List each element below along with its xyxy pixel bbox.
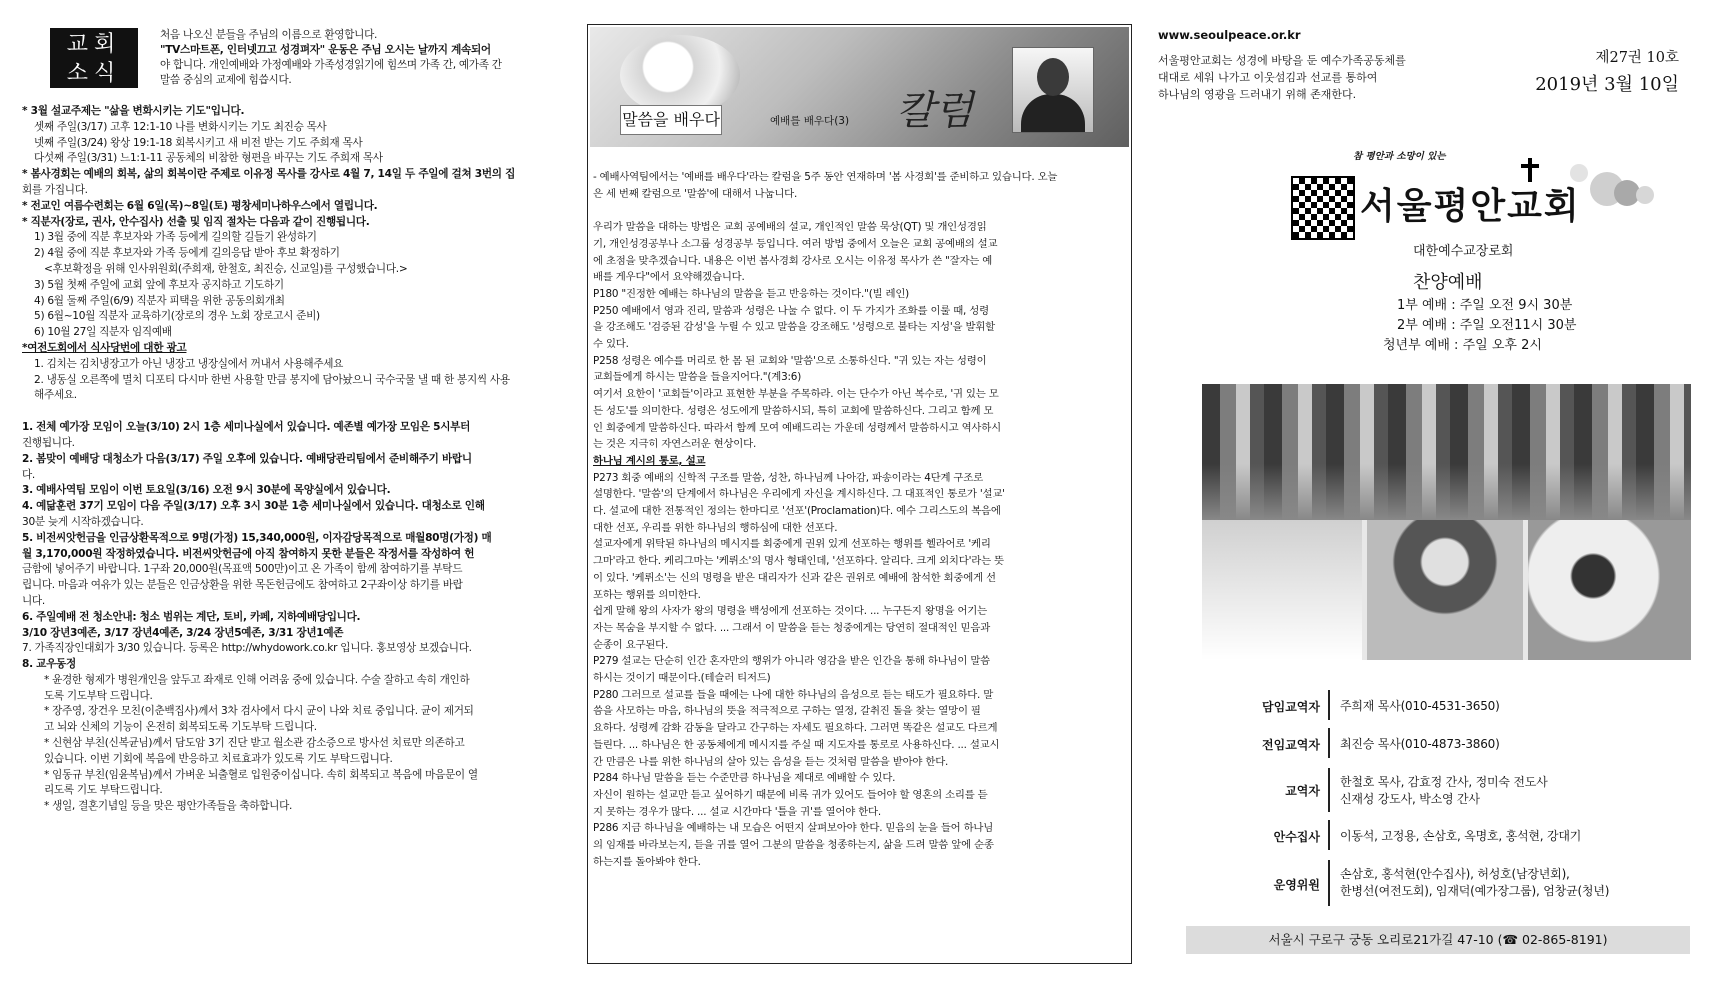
article-line: 을 강조해도 '검증된 감성'을 누릴 수 있고 말씀을 강조해도 '성령으로 불타는 지성'을 발휘할 [593,321,996,334]
article-line: 간 만큼은 나를 위한 하나님의 살아 있는 음성을 듣는 것처럼 말씀을 받아야 한다. [593,755,949,768]
announcement-line: 4) 6월 둘째 주일(6/9) 직분자 피택을 위한 공동의회개최 [34,294,285,307]
announcement-line: 월 3,170,000원 작정하였습니다. 비전씨앗헌금에 아직 참여하지 못한 분들은 작정서를 작성하여 헌 [22,547,475,560]
announcement-line: 8. 교우동정 [22,658,76,671]
article-line: P258 성령은 예수를 머리로 한 몸 된 교회와 '말씀'으로 소통하신다. "귀 있는 자는 성령이 [593,354,987,367]
article-line: P284 하나님 말씀을 듣는 수준만큼 하나님을 제대로 예배할 수 있다. [593,772,896,785]
article-line: P280 그러므로 설교를 들을 때에는 나에 대한 하나님의 음성으로 듣는 태도가 필요하다. 말 [593,688,994,701]
staff-row [1202,728,1691,762]
article-line: 씀을 사모하는 마음, 하나님의 뜻을 적극적으로 구하는 열정, 갈취진 돌을 찾는 열망이 필 [593,705,981,718]
announcement-line: 금함에 넣어주기 바랍니다. 1구좌 20,000원(목표액 500만)이고 온 가족이 함께 참여하기를 부탁드 [22,563,463,576]
article-line: P286 지금 하나님을 예배하는 내 모습은 어떤지 살펴보아야 한다. 믿음의 눈을 들어 하나님 [593,822,994,835]
church-website-link[interactable]: www.seoulpeace.or.kr [1158,28,1301,42]
article-line: 들린다. ... 하나님은 한 공동체에게 메시지를 주실 때 지도자를 통로로 사용하신다. ... 설교시 [593,738,1000,751]
coffee-cup-image [620,35,740,115]
announcement-line [22,404,562,420]
article-frame [587,24,1132,964]
author-portrait [1012,47,1094,133]
announcement-line: 고 뇌와 신체의 기능이 온전히 회복되도록 기도부탁 드립니다. [44,721,317,734]
intro-line: 말씀 중심의 교제에 힘씁시다. [160,74,292,86]
church-slogan: 참 평안과 소망이 있는 [1353,151,1446,162]
column-series-label: 말씀을 배우다 [620,105,722,135]
staff-row [1202,768,1691,816]
announcement-line: 1. 전체 예가장 모임이 오늘(3/10) 2시 1층 세미나실에서 있습니다. 예존별 예가장 모임은 5시부터 [22,421,470,434]
article-line: 쉽게 말해 왕의 사자가 왕의 명령을 백성에게 선포하는 것이다. ... 누구든지 왕명을 어기는 [593,605,987,618]
announcement-line: * 윤경한 형제가 병원개인을 앞두고 좌재로 인해 어려움 중에 있습니다. 수술 잘하고 속히 개인하 [44,673,470,686]
announcement-line: <후보확정을 위해 인사위원회(주희재, 한철호, 최진승, 신교일)를 구성했습니다.> [44,262,408,275]
article-body [593,169,1128,871]
church-news-badge: 교회 소식 [50,28,138,88]
article-line: 기, 개인성경공부나 소그룹 성경공부 등입니다. 여러 방법 중에서 오늘은 교회 공예배의 설교 [593,237,998,250]
article-line: 설명한다. '말씀'의 단계에서 하나님은 우리에게 자신을 계시하신다. 그 대표적인 통로가 '설교' [593,488,1005,501]
article-line: - 예배사역팀에서는 '예배를 배우다'라는 칼럼을 5주 동안 연재하며 '봄 사경회'를 준비하고 있습니다. 오늘 [593,171,1058,183]
intro-line: 처음 나오신 분들을 주님의 이름으로 환영합니다. [160,29,378,41]
announcement-line: 2) 4월 중에 직분 후보자와 가족 등에게 길의응답 받아 후보 확정하기 [34,247,340,260]
issue-number: 제27권 10호 [1595,50,1679,66]
article-line: 에 초점을 맞추겠습니다. 내용은 이번 봄사경회 강사로 오시는 이유정 목사가 쓴 "잘자는 예 [593,254,993,267]
welcome-intro [160,28,560,88]
announcement-line: 5) 6월~10월 직분자 교육하기(장로의 경우 노회 장로고시 준비) [34,310,320,323]
service-time: 1부 예배 : 주일 오전 9시 30분 [1397,298,1573,313]
article-line: 여기서 요한이 '교회들'이라고 표현한 부분을 주목하라. 이는 단수가 아닌 복수로, '귀 있는 모 [593,388,999,401]
article-line: 은 세 번째 칼럼으로 '말씀'에 대해서 나눕니다. [593,187,798,200]
announcement-line: * 전교인 여름수련회는 6월 6일(목)~8일(토) 평창세미나하우스에서 열립니다. [22,199,378,212]
announcement-line: 니다. [22,594,45,607]
service-time: 2부 예배 : 주일 오전11시 30분 [1397,318,1577,333]
bulletin-cover [1158,0,1703,992]
mission-statement [1158,52,1458,103]
announcement-line: 3/10 장년3예존, 3/17 장년4예존, 3/24 장년5예존, 3/31 장년1예존 [22,626,344,639]
staff-row [1202,820,1691,854]
announcement-line: * 3월 설교주제는 "삶을 변화시키는 기도"입니다. [22,105,245,117]
denomination: 대한예수교장로회 [1413,244,1514,259]
church-logo-name: 서울평안교회 [1360,186,1581,227]
staff-role: 안수집사 [1273,830,1320,844]
mission-line: 대대로 세워 나가고 이웃섬김과 선교를 통하여 [1158,71,1378,84]
staff-names: 최진승 목사(010-4873-3860) [1340,737,1500,751]
staff-role: 전임교역자 [1262,738,1320,752]
article-line: 이 있다. '케뤼소'는 신의 명령을 받은 대리자가 신과 같은 권위로 예배에 참석한 회중에게 선 [593,571,996,584]
announcement-line: 30분 늦게 시작하겠습니다. [22,515,144,528]
qr-code-icon [1291,176,1355,240]
announcement-line: * 신현삼 부친(신복균님)께서 담도암 3기 진단 받고 월소관 감소증으로 방사선 치료만 의존하고 [44,737,465,750]
article-line: 지 못하는 경우가 많다. ... 설교 시간마다 '틀을 귀'를 열어야 한다. [593,805,881,818]
announcement-line: 7. 가족직장인대회가 3/30 있습니다. 등록은 http://whydowork.co.kr 입니다. 홍보영상 보겠습니다. [22,642,472,655]
column-banner [590,27,1129,147]
article-line: P273 회중 예배의 신학적 구조를 말씀, 성찬, 하나님께 나아감, 파송이라는 4단계 구조로 [593,471,983,484]
article-line: P250 예배에서 영과 진리, 말씀과 성령은 나눌 수 없다. 이 두 가지가 조화를 이룰 때, 성령 [593,304,989,317]
article-line: 그마'라고 한다. 케리그마는 '케뤼소'의 명사 형태인데, '선포하다. 알리다. 크게 외치다'라는 뜻 [593,555,1004,568]
column-title: 칼럼 [896,88,974,134]
announcement-line: 4. 예닮훈련 37기 모임이 다음 주일(3/17) 오후 3시 30분 1층 세미나실에서 있습니다. 대청소로 인해 [22,500,485,513]
intro-line: "TV스마트폰, 인터넷끄고 성경펴자" 운동은 주님 오시는 날까지 계속되어 [160,44,491,56]
children-praying-photo [1202,384,1691,660]
article-line: 든 성도'를 의미한다. 성령은 성도에게 말씀하시되, 특히 교회에 말씀하신다. 그리고 함께 모 [593,404,994,417]
article-line: 요하다. 성령께 감화 감동을 달라고 간구하는 자세도 필요하다. 그러면 똑같은 설교도 다르게 [593,722,998,735]
article-line: 대한 선포, 우리를 위한 하나님의 행하심에 대한 선포다. [593,521,838,534]
announcement-line: 2. 봄맞이 예배당 대청소가 다음(3/17) 주일 오후에 있습니다. 예배당관리팀에서 준비해주기 바랍니 [22,452,472,465]
announcement-line: * 임동규 부친(임윤복님)께서 가벼운 뇌출혈로 입원중이십니다. 속히 회복되고 복음에 마음문이 열 [44,768,478,781]
article-line: 배를 게우다"에서 요약해겠습니다. [593,271,745,284]
article-line: 자는 목숨을 부지할 수 없다. ... 그래서 이 말씀을 듣는 청중에게는 당연히 절대적인 믿음과 [593,621,991,634]
announcement-line: 다섯째 주일(3/31) 느1:1-11 공동체의 비참한 형편을 바꾸는 기도 주희재 목사 [34,152,383,165]
announcement-line: 립니다. 마음과 여유가 있는 분들은 인금상환을 위한 목돈헌금에도 참여하고 2구좌이상 하기를 바랍 [22,579,463,592]
announcement-line: * 장주영, 장건우 모친(이춘백집사)께서 3차 검사에서 다시 균이 나와 치료 중입니다. 균이 제거되 [44,705,474,718]
announcement-line: 6. 주일예배 전 청소안내: 청소 범위는 계단, 토비, 카페, 지하예배당입니다. [22,610,361,623]
announcement-line: 리도록 기도 부탁드립니다. [44,784,163,797]
mission-line: 서울평안교회는 성경에 바탕을 둔 예수가족공동체를 [1158,54,1406,67]
announcement-line: 진행됩니다. [22,436,75,449]
announcement-line: 5. 비전씨앗헌금을 인금상환목적으로 9명(가정) 15,340,000원, 이자감당목적으로 매월80명(가정) 매 [22,531,492,544]
staff-role: 담임교역자 [1262,700,1320,714]
article-line: 하나님 계시의 통로, 설교 [593,454,706,467]
church-news-column [22,0,562,992]
service-times [1383,296,1576,356]
article-line [593,202,1128,219]
announcement-line: *여전도회에서 식사당번에 대한 광고 [22,341,187,354]
worship-title: 찬양예배 [1413,272,1483,293]
service-time: 청년부 예배 : 주일 오후 2시 [1383,338,1542,353]
article-line: 포하는 행위를 의미한다. [593,588,701,601]
announcement-line: * 생일, 결혼기념일 등을 맞은 평안가족들을 축하합니다. [44,800,293,813]
bulletin-date: 2019년 3월 10일 [1535,74,1679,95]
announcement-list [22,104,562,815]
article-line: 설교자에게 위탁된 하나님의 메시지를 회중에게 권위 있게 선포하는 행위를 헬라어로 '케리 [593,538,991,551]
staff-names: 주희재 목사(010-4531-3650) [1340,699,1500,713]
article-line: 자신이 원하는 설교만 듣고 싶어하기 때문에 비록 귀가 있어도 들어야 할 영혼의 소리를 듣 [593,789,988,801]
announcement-line: 셋째 주일(3/17) 고후 12:1-10 나를 변화시키는 기도 최진승 목사 [34,120,327,133]
article-line: P180 "진정한 예배는 하나님의 말씀을 듣고 반응하는 것이다."(빌 레인) [593,287,910,300]
staff-row [1202,690,1691,724]
mission-line: 하나님의 영광을 드러내기 위해 존재한다. [1158,88,1357,101]
staff-row [1202,860,1691,908]
staff-role: 교역자 [1285,784,1320,798]
column-article [587,0,1132,992]
article-line: 하시는 것이기 때문이다.(테슬러 티저드) [593,672,771,685]
staff-names: 손삼호, 홍석현(안수집사), 허성호(남장년회), 한병선(여전도회), 임재덕(예가장그룹), 엄창균(청년) [1340,867,1610,898]
article-line: 의 임재를 바라보는지, 듣을 귀를 열어 그분의 말씀을 청종하는지, 삶을 드려 말씀 앞에 순종 [593,839,994,852]
article-line: 수 있다. [593,338,629,351]
column-subtitle: 예배를 배우다(3) [770,115,850,127]
article-line: 하는지를 돌아봐야 한다. [593,855,701,868]
article-line: 순종이 요구된다. [593,638,669,651]
announcement-line: * 직분자(장로, 권사, 안수집사) 선출 및 임직 절차는 다음과 같이 진행됩니다. [22,215,370,228]
staff-directory [1202,690,1691,898]
announcement-line: 넷째 주일(3/24) 왕상 19:1-18 회복시키고 새 비전 받는 기도 주희재 목사 [34,136,363,149]
article-line: 인 회중에게 말씀하신다. 따라서 함께 모여 예배드리는 가운데 성령께서 말씀하시고 역사하시 [593,421,1001,434]
announcement-line: 6) 10월 27일 직분자 임직예배 [34,326,172,339]
announcement-line: 2. 냉동실 오른쪽에 멸치 디포티 다시마 한번 사용할 만큼 봉지에 담아놨으니 국수국물 낼 때 한 봉지씩 사용 [34,373,510,386]
announcement-line: 도록 기도부탁 드립니다. [44,689,153,702]
announcement-line: 있습니다. 이번 기회에 복음에 반응하고 치료효과가 있도록 기도 부탁드립니다. [44,752,393,765]
staff-names: 한철호 목사, 감효정 간사, 정미숙 전도사 신재성 강도사, 박소영 간사 [1340,775,1548,806]
church-address: 서울시 구로구 궁동 오리로21가길 47-10 (☎ 02-865-8191) [1186,926,1690,954]
staff-role: 운영위원 [1273,878,1320,892]
staff-names: 이동석, 고정용, 손삼호, 옥명호, 홍석현, 강대기 [1340,829,1582,843]
announcement-line: 1) 3월 중에 직분 후보자와 가족 등에게 길의할 길들기 완성하기 [34,231,317,244]
announcement-line: 회를 가집니다. [22,183,88,196]
article-line: 우리가 말씀을 대하는 방법은 교회 공예배의 설교, 개인적인 말씀 묵상(QT) 및 개인성경읽 [593,221,987,234]
announcement-line: 해주세요. [34,389,77,402]
article-line: P279 설교는 단순히 인간 혼자만의 행위가 아니라 영감을 받은 인간을 통해 하나님이 말씀 [593,655,990,668]
article-line: 교회들에게 하시는 말씀을 들을지어다."(계3:6) [593,371,802,384]
article-line: 다. 설교에 대한 전통적인 정의는 한마디로 '선포'(Proclamation)다. 예수 그리스도의 복음에 [593,505,1001,518]
article-line: 는 것은 지극히 자연스러운 현상이다. [593,438,757,451]
announcement-line: 다. [22,468,36,481]
announcement-line: 1. 김치는 김치냉장고가 아닌 냉장고 냉장실에서 꺼내서 사용해주세요 [34,357,344,370]
announcement-line: * 봄사경회는 예배의 회복, 삶의 회복이란 주제로 이유정 목사를 강사로 4월 7, 14일 두 주일에 걸쳐 3번의 집 [22,168,516,181]
intro-line: 야 합니다. 개인예배와 가정예배와 가족성경읽기에 힘쓰며 가족 간, 예가족 간 [160,59,502,71]
announcement-line: 3. 예배사역팀 모임이 이번 토요일(3/16) 오전 9시 30분에 목양실에서 있습니다. [22,484,391,497]
announcement-line: 3) 5월 첫째 주일에 교회 앞에 후보자 공지하고 기도하기 [34,278,284,291]
